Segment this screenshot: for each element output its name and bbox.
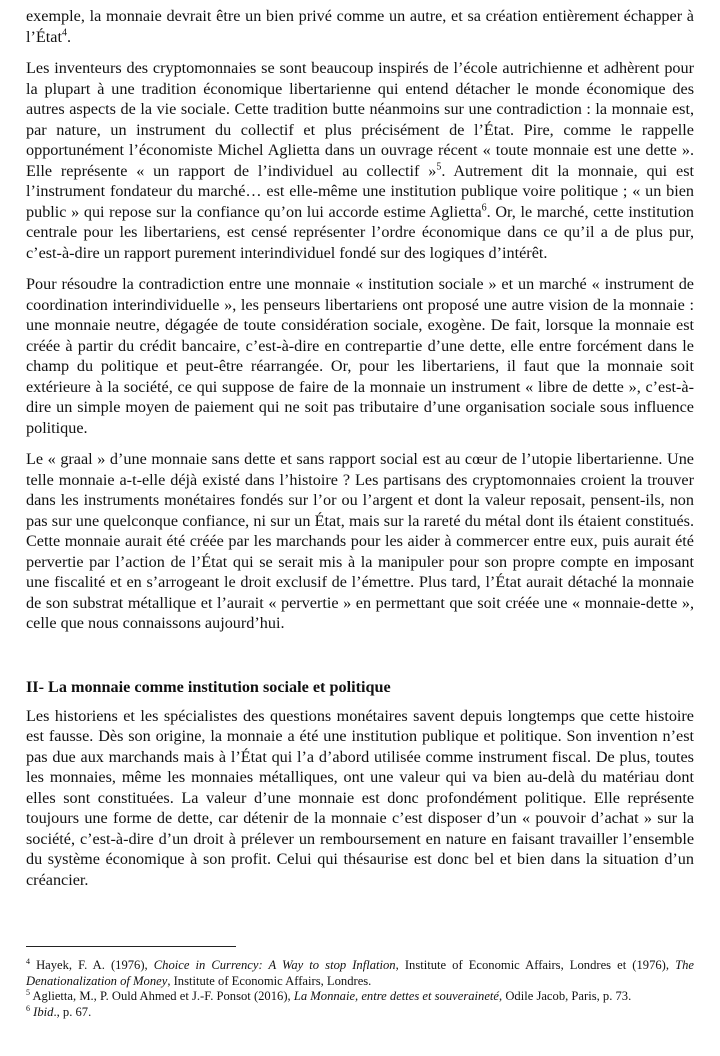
footnote-6-ibid: Ibid [33,1004,54,1019]
footnote-4-number: 4 [26,956,30,966]
footnote-separator [26,946,236,947]
paragraph-1-part-b: . Autrement dit la monnaie, qui est l’instrument fondateur du marché… est elle-même une institution publique voire politique ; « un bien public » qui repose sur la confiance qu’on lui accorde estime Aglietta [26,161,694,221]
footnote-5-authors: Aglietta, M., P. Ould Ahmed et J.-F. Ponsot (2016), [30,989,294,1003]
footnote-4-title-1: Choice in Currency: A Way to stop Inflation [153,958,396,972]
paragraph-0-end: . [66,27,72,46]
paragraph-3: Le « graal » d’une monnaie sans dette et sans rapport social est au cœur de l’utopie libertarienne. Une telle monnaie a-t-elle déjà existé dans l’histoire ? Les partisans des cryptomonnaies croient la trouver dans les instruments monétaires fondés sur l’or ou l’argent et dont la valeur reposait, pensent-ils, non pas sur une quelconque confiance, ni sur un État, mais sur la rareté du métal dont ils étaient constitués. Cette monnaie aurait été créée par les marchands pour les aider à commercer entre eux, puis aurait été pervertie par l’action de l’État qui se serait mis à la manipuler pour son propre compte en imposant une fiscalité et en s’arrogeant le droit exclusif de l’émettre. Plus tard, l’État aurait détaché la monnaie de son substrat métallique et l’aurait « pervertie » en permettant que soit créée une « monnaie-dette », celle que nous connaissons aujourd’hui. [26,450,694,632]
footnote-5-title: La Monnaie, entre dettes et souveraineté [293,989,500,1003]
paragraph-1-part-a: Les inventeurs des cryptomonnaies se sont beaucoup inspirés de l’école autrichienne et adhèrent pour la plupart à une tradition économique libertarienne qui entend détacher le monde économique des autres aspects de la vie sociale. Cette tradition butte néanmoins sur une contradiction : la monnaie est, par nature, un instrument du collectif et plus précisément de l’État. Pire, comme le rappelle opportunément l’économiste Michel Aglietta dans un ouvrage récent « toute monnaie est une dette ». Elle représente « un rapport de l’individuel au collectif » [26,59,694,180]
footnote-6-page: ., p. 67. [53,1004,92,1019]
footnote-4 [26,958,694,989]
paragraph-0-text: exemple, la monnaie devrait être un bien privé comme un autre, et sa création entièrement échapper à l’État [26,7,694,46]
footnote-6 [26,1005,694,1021]
footnote-5-number: 5 [26,987,30,997]
paragraph-2: Pour résoudre la contradiction entre une monnaie « institution sociale » et un marché « instrument de coordination interindividuelle », les penseurs libertariens ont proposé une autre vision de la monnaie : une monnaie neutre, dégagée de toute considération sociale, exogène. De fait, lorsque la monnaie est créée à partir du crédit bancaire, c’est-à-dire en contrepartie d’une dette, elle entre forcément dans le champ du politique et peut-être réarrangée. Or, pour les libertariens, il faut que la monnaie soit extérieure à la société, ce qui suppose de faire de la monnaie un instrument « libre de dette », c’est-à-dire un simple moyen de paiement qui ne soit pas tributaire d’une organisation sociale sous influence politique. [26,275,694,437]
footnote-5-publisher: , Odile Jacob, Paris, p. 73. [499,989,632,1003]
footnote-4-publisher-2: , Institute of Economic Affairs, Londres. [167,973,372,988]
paragraph-1-part-c: . Or, le marché, cette institution centrale pour les libertariens, est censé représenter l’ordre économique dans ce qu’il a de plus pur, c’est-à-dire un rapport purement interindividuel fondé sur des logiques d’intérêt. [26,202,695,262]
paragraph-4: Les historiens et les spécialistes des questions monétaires savent depuis longtemps que cette histoire est fausse. Dès son origine, la monnaie a été une institution publique et politique. Son invention n’est pas due aux marchands mais à l’État qui l’a d’abord utilisée comme instrument fiscal. De plus, toutes les monnaies, même les monnaies métalliques, ont une valeur qui va bien au-delà du matériau dont elles sont constituées. La valeur d’une monnaie est donc profondément politique. Elle représente toujours une forme de dette, car détenir de la monnaie c’est disposer d’un « pouvoir d’achat » sur la société, c’est-à-dire d’un droit à prélever un remboursement en nature en faisant travailler l’ensemble du système économique à son profit. Celui qui thésaurise est donc bel et bien dans la situation d’un créancier. [26,706,694,889]
section-heading: II- La monnaie comme institution sociale et politique [26,677,391,696]
footnote-6-number: 6 [26,1003,30,1013]
footnote-4-publisher-1: , Institute of Economic Affairs, Londres et (1976), [395,958,676,972]
footnote-ref-6[interactable]: 6 [481,202,487,214]
paragraph-1 [26,58,694,263]
footnote-ref-5[interactable]: 5 [436,161,442,173]
footnote-ref-4[interactable]: 4 [61,27,67,39]
footnotes [26,958,694,1020]
document-page [26,6,694,890]
footnote-4-author: Hayek, F. A. (1976), [30,958,154,972]
paragraph-0 [26,6,694,47]
footnote-5 [26,989,694,1005]
footnote-4-title-2: The Denationalization of Money [26,958,694,988]
